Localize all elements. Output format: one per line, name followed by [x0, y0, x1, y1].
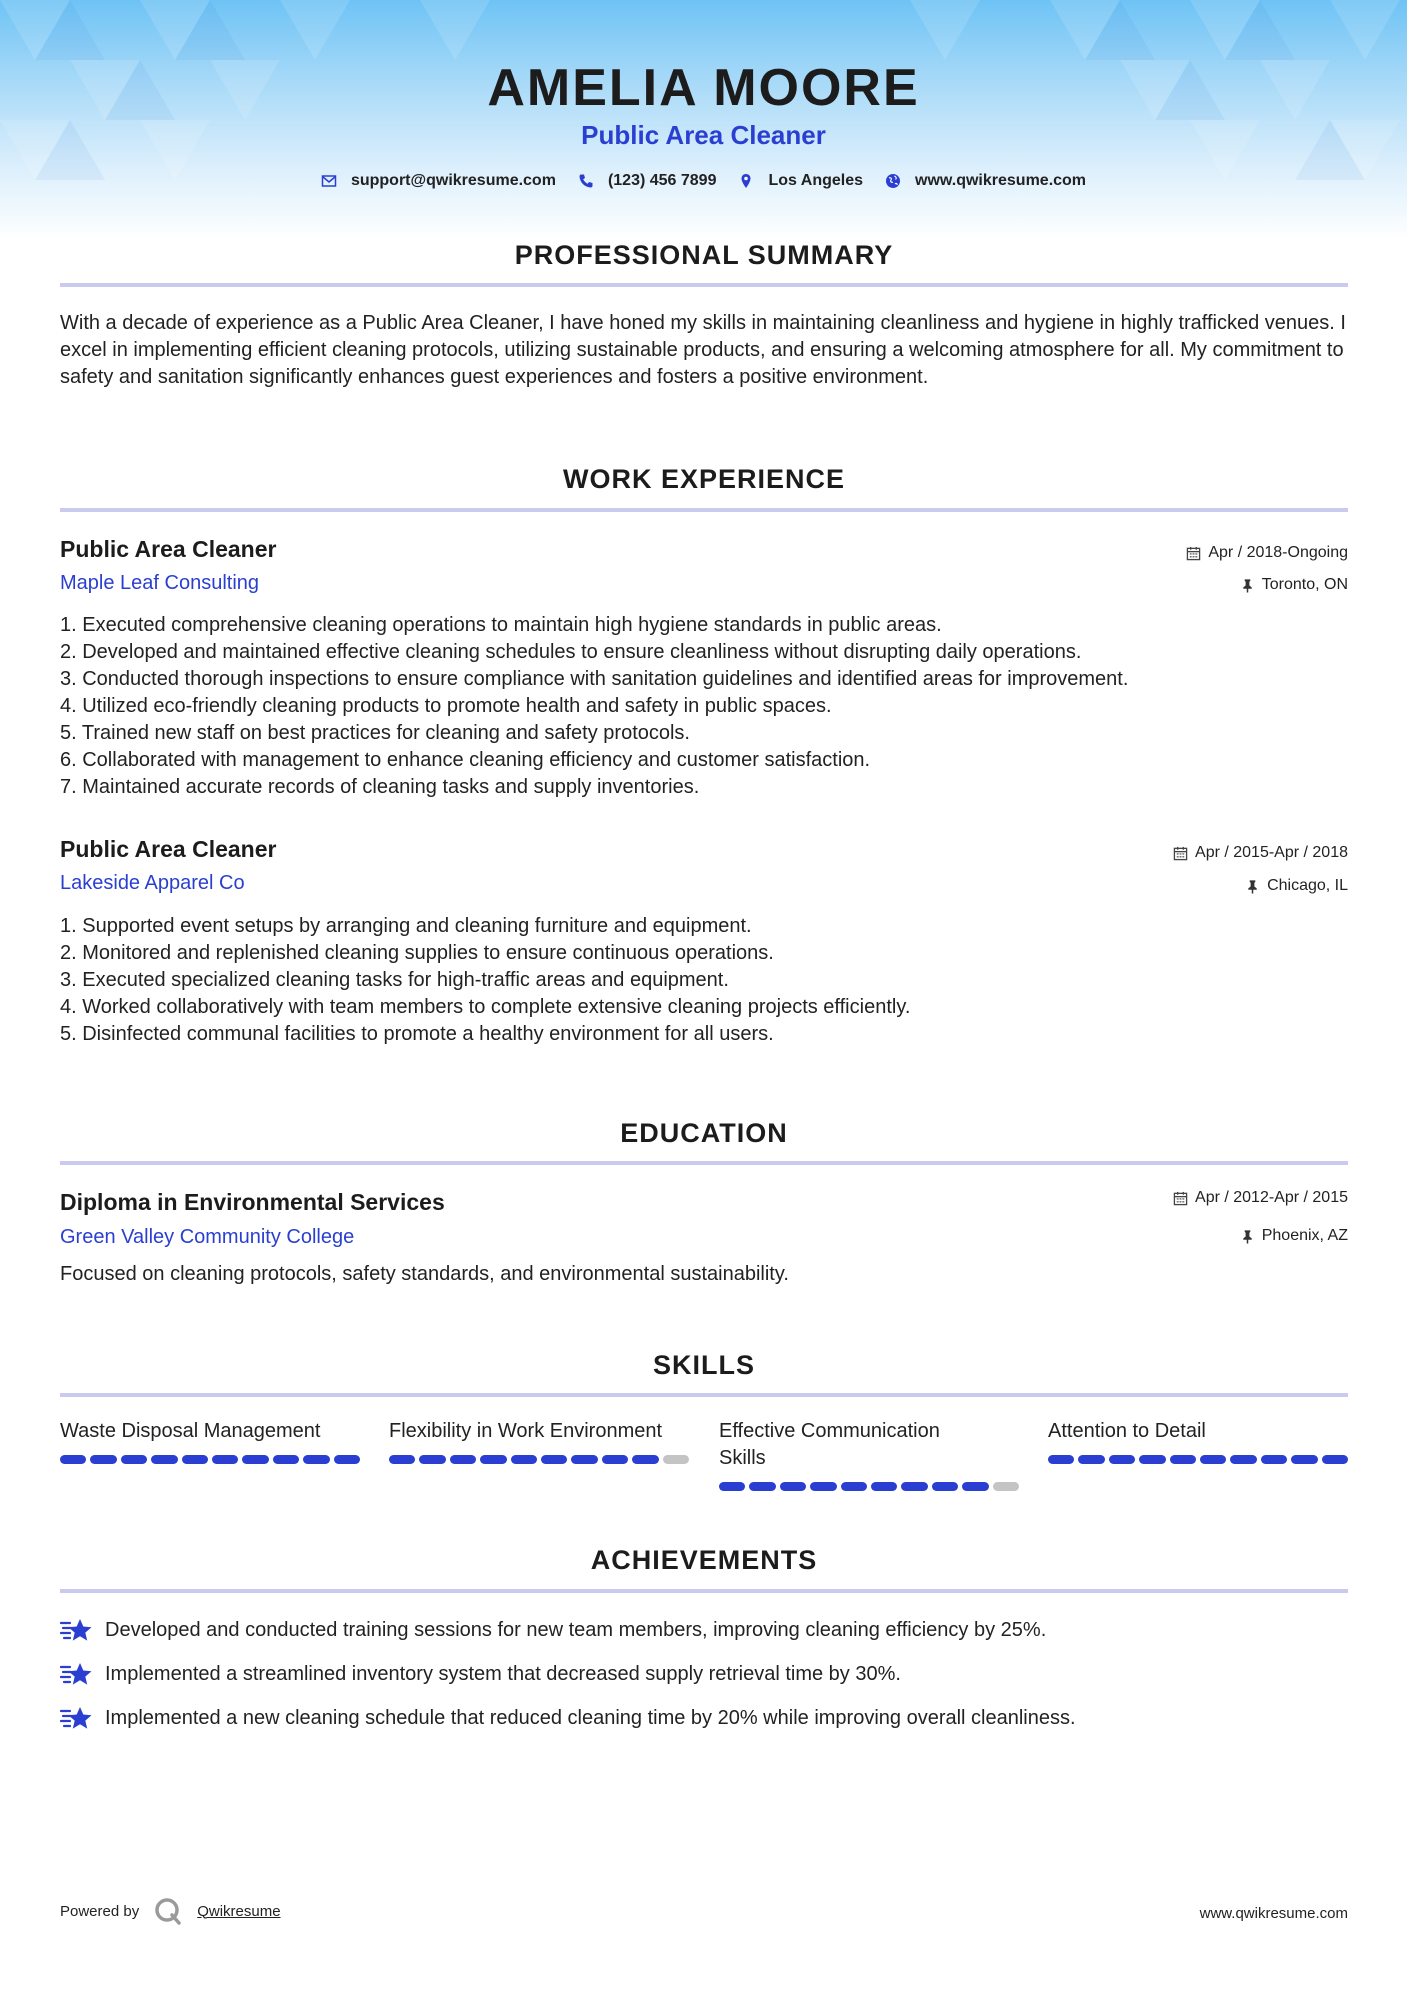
skill-level-bar — [60, 1455, 360, 1464]
skill-name: Effective Communication Skills — [719, 1420, 940, 1469]
candidate-role: Public Area Cleaner — [581, 120, 826, 150]
skill-segment-filled — [1078, 1455, 1104, 1464]
skill-segment-filled — [1109, 1455, 1135, 1464]
skill-segment-filled — [1170, 1455, 1196, 1464]
contact-bar — [0, 172, 1407, 190]
skill-segment-filled — [1261, 1455, 1287, 1464]
contact-email[interactable] — [321, 172, 556, 190]
skill-segment-filled — [571, 1455, 597, 1464]
skills-divider — [60, 1393, 1348, 1397]
skill-segment-filled — [419, 1455, 445, 1464]
bullet-item: 1. Supported event setups by arranging and cleaning furniture and equipment. — [60, 915, 752, 937]
globe-icon — [885, 173, 901, 189]
skill-segment-filled — [962, 1482, 988, 1491]
achievements-divider — [60, 1589, 1348, 1593]
bullet-item: 5. Disinfected communal facilities to promote a healthy environment for all users. — [60, 1023, 774, 1045]
job-bullets — [60, 612, 1348, 801]
job-dates — [1173, 844, 1348, 862]
skill-segment-filled — [511, 1455, 537, 1464]
achievement-item — [60, 1705, 1076, 1732]
education-dates-text: Apr / 2012-Apr / 2015 — [1195, 1189, 1348, 1206]
skill-segment-filled — [841, 1482, 867, 1491]
pushpin-icon — [1240, 578, 1255, 593]
summary-heading: PROFESSIONAL SUMMARY — [514, 240, 894, 270]
resume-header — [0, 0, 1407, 240]
achievement-item — [60, 1617, 1046, 1644]
experience-heading: WORK EXPERIENCE — [562, 464, 846, 494]
skill-segment-filled — [242, 1455, 268, 1464]
candidate-name: AMELIA MOORE — [487, 59, 920, 117]
bullet-item: 2. Developed and maintained effective cleaning schedules to ensure cleanliness without disrupting daily operations. — [60, 641, 1082, 663]
star-icon — [60, 1661, 93, 1688]
map-pin-icon — [738, 173, 754, 189]
contact-website[interactable] — [885, 172, 1086, 190]
skill-segment-filled — [1048, 1455, 1074, 1464]
skill-segment-filled — [480, 1455, 506, 1464]
skill-segment-filled — [932, 1482, 958, 1491]
skill-segment-filled — [810, 1482, 836, 1491]
job-dates — [1186, 544, 1348, 562]
skill-segment-filled — [901, 1482, 927, 1491]
bullet-item: 4. Utilized eco-friendly cleaning products to promote health and safety in public spaces. — [60, 695, 832, 717]
bullet-item: 5. Trained new staff on best practices for cleaning and safety protocols. — [60, 722, 690, 744]
degree-title: Diploma in Environmental Services — [60, 1189, 445, 1215]
skill-segment-empty — [993, 1482, 1019, 1491]
contact-phone[interactable] — [578, 172, 717, 190]
skill-segment-filled — [273, 1455, 299, 1464]
skill-item — [389, 1418, 689, 1464]
contact-phone-text: (123) 456 7899 — [607, 172, 717, 189]
star-icon — [60, 1617, 93, 1644]
summary-text: With a decade of experience as a Public Area Cleaner, I have honed my skills in maintaining cleanliness and hygiene in highly trafficked venues. I excel in implementing efficient cleaning protocols, utilizing sustainable products, and ensuring a welcoming atmosphere for all. My commitment to safety and sanitation significantly enhances guest experiences and fosters a positive environment. — [60, 312, 1346, 388]
company-name: Maple Leaf Consulting — [60, 572, 260, 594]
skill-segment-filled — [182, 1455, 208, 1464]
skill-name: Attention to Detail — [1048, 1420, 1206, 1442]
pushpin-icon — [1240, 1229, 1255, 1244]
school-name: Green Valley Community College — [60, 1226, 355, 1248]
skill-segment-filled — [749, 1482, 775, 1491]
calendar-icon — [1173, 1191, 1188, 1206]
calendar-icon — [1173, 846, 1188, 861]
skill-segment-filled — [121, 1455, 147, 1464]
skill-segment-filled — [151, 1455, 177, 1464]
bullet-item: 1. Executed comprehensive cleaning operations to maintain high hygiene standards in public areas. — [60, 614, 942, 636]
skill-level-bar — [1048, 1455, 1348, 1464]
education-heading: EDUCATION — [620, 1118, 788, 1148]
footer-powered-by — [60, 1896, 281, 1926]
summary-divider — [60, 283, 1348, 287]
job-dates-text: Apr / 2018-Ongoing — [1208, 544, 1348, 561]
achievement-text: Implemented a new cleaning schedule that reduced cleaning time by 20% while improving overall cleanliness. — [105, 1707, 1076, 1729]
achievement-text: Implemented a streamlined inventory system that decreased supply retrieval time by 30%. — [105, 1663, 901, 1685]
star-icon — [60, 1705, 93, 1732]
powered-by-label: Powered by — [60, 1902, 140, 1920]
skill-segment-filled — [780, 1482, 806, 1491]
education-location-text: Phoenix, AZ — [1261, 1227, 1348, 1244]
job-title: Public Area Cleaner — [60, 836, 277, 862]
skill-segment-filled — [1291, 1455, 1317, 1464]
skill-segment-filled — [389, 1455, 415, 1464]
envelope-icon — [321, 173, 337, 189]
skill-item — [60, 1418, 360, 1464]
skill-segment-filled — [1230, 1455, 1256, 1464]
education-location — [1240, 1227, 1348, 1245]
skill-segment-filled — [1322, 1455, 1348, 1464]
skill-item — [1048, 1418, 1348, 1464]
job-location — [1245, 877, 1348, 895]
job-location-text: Chicago, IL — [1267, 877, 1348, 894]
skill-level-bar — [389, 1455, 689, 1464]
achievement-item — [60, 1661, 901, 1688]
skill-segment-filled — [303, 1455, 329, 1464]
education-dates — [1173, 1189, 1348, 1207]
bullet-item: 2. Monitored and replenished cleaning supplies to ensure continuous operations. — [60, 942, 774, 964]
education-description: Focused on cleaning protocols, safety standards, and environmental sustainability. — [60, 1263, 789, 1285]
bullet-item: 4. Worked collaboratively with team members to complete extensive cleaning projects efficiently. — [60, 996, 911, 1018]
skill-segment-filled — [871, 1482, 897, 1491]
contact-location-text: Los Angeles — [768, 172, 864, 189]
qwikresume-logo-icon — [153, 1896, 183, 1926]
skill-segment-empty — [663, 1455, 689, 1464]
skill-segment-filled — [334, 1455, 360, 1464]
skill-segment-filled — [212, 1455, 238, 1464]
skill-segment-filled — [450, 1455, 476, 1464]
skill-segment-filled — [632, 1455, 658, 1464]
skill-item — [719, 1418, 979, 1491]
bullet-item: 3. Conducted thorough inspections to ensure compliance with sanitation guidelines and identified areas for improvement. — [60, 668, 1129, 690]
calendar-icon — [1186, 546, 1201, 561]
job-location-text: Toronto, ON — [1261, 576, 1348, 593]
achievement-text: Developed and conducted training sessions for new team members, improving cleaning efficiency by 25%. — [105, 1619, 1047, 1641]
experience-divider — [60, 508, 1348, 512]
achievements-heading: ACHIEVEMENTS — [590, 1545, 818, 1575]
job-location — [1240, 576, 1348, 594]
footer-website[interactable]: www.qwikresume.com — [1199, 1905, 1348, 1922]
skill-segment-filled — [60, 1455, 86, 1464]
company-name: Lakeside Apparel Co — [60, 872, 245, 894]
job-title: Public Area Cleaner — [60, 536, 277, 562]
skill-name: Flexibility in Work Environment — [389, 1420, 663, 1442]
phone-icon — [578, 173, 594, 189]
contact-email-text: support@qwikresume.com — [350, 172, 556, 189]
education-divider — [60, 1161, 1348, 1165]
skills-heading: SKILLS — [652, 1350, 755, 1380]
contact-website-text: www.qwikresume.com — [915, 172, 1087, 189]
bullet-item: 7. Maintained accurate records of cleaning tasks and supply inventories. — [60, 776, 700, 798]
skill-segment-filled — [719, 1482, 745, 1491]
skill-segment-filled — [541, 1455, 567, 1464]
skill-name: Waste Disposal Management — [60, 1420, 321, 1442]
skill-segment-filled — [602, 1455, 628, 1464]
pushpin-icon — [1245, 879, 1260, 894]
skill-segment-filled — [90, 1455, 116, 1464]
bullet-item: 6. Collaborated with management to enhance cleaning efficiency and customer satisfaction. — [60, 749, 871, 771]
job-bullets — [60, 913, 1348, 1048]
bullet-item: 3. Executed specialized cleaning tasks for high-traffic areas and equipment. — [60, 969, 729, 991]
skill-level-bar — [719, 1482, 1019, 1491]
contact-location — [738, 172, 863, 190]
qwikresume-link[interactable]: Qwikresume — [197, 1902, 281, 1920]
job-dates-text: Apr / 2015-Apr / 2018 — [1195, 844, 1348, 861]
skill-segment-filled — [1200, 1455, 1226, 1464]
skill-segment-filled — [1139, 1455, 1165, 1464]
